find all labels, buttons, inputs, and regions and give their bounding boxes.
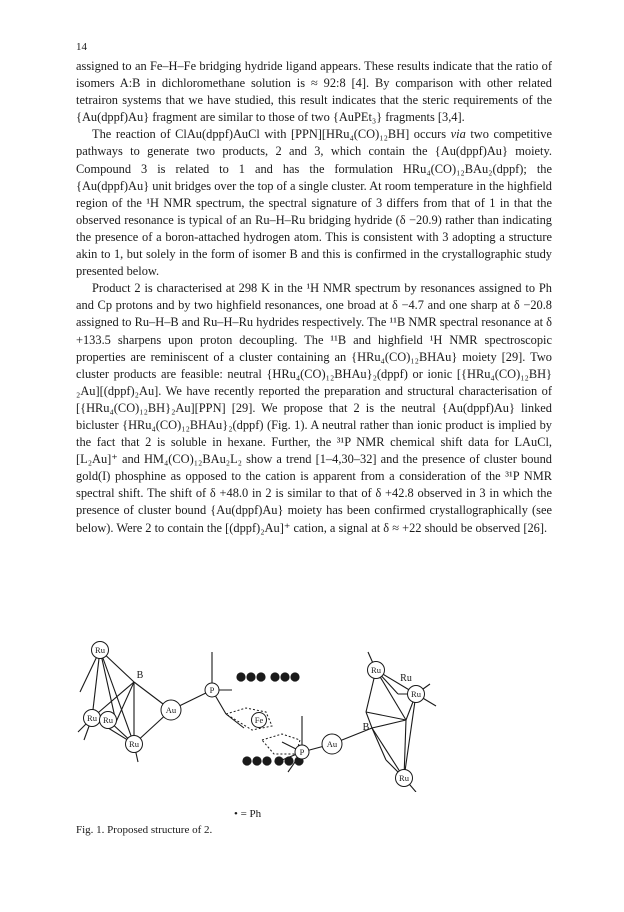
atom-ru-1: Ru — [95, 645, 105, 655]
atom-ru-5: Ru — [371, 665, 381, 675]
paragraph-2-rest: two competitive pathways to generate two products, 2 and 3, which contain the {Au(dppf)Au} moiety. Compound 3 is related to 1 and has the formulation HRu₄(CO)₁₂BAu₂(dppf); the {Au(dppf)Au} unit bridges over the top of a single cluster. At room temperature in the highfield region of the ¹H NMR spectrum, the spectral signature of 3 differs from that of 1 in that the observed resonance is typical of an Ru–H–Ru bridging hydride (δ −20.9) rather than indicating the presence of a boron-attached hydrogen atom. This is consistent with 3 adopting a structure akin to 1, but solely in the form of isomer B and this is confirmed in the crystallographic study presented below. — [76, 127, 552, 279]
paragraph-3: Product 2 is characterised at 298 K in the ¹H NMR spectrum by resonances assigned to Ph and Cp protons and by two highfield resonances, one broad at δ −4.7 and one sharp at δ −20.8 assigned to Ru–H–B and Ru–H–Ru hydrides respectively. The ¹¹B NMR spectral resonance at δ +133.5 sharpens upon proton decoupling. The ¹¹B and highfield ¹H NMR spectroscopic properties are reminiscent of a cluster containing an {HRu₄(CO)₁₂BHAu} moiety [29]. Two cluster products are feasible: neutral {HRu₄(CO)₁₂BHAu}₂(dppf) or ionic [{HRu₄(CO)₁₂BH}₂Au][(dppf)₂Au]. We have recently reported the preparation and structural characterisation of [{HRu₄(CO)₁₂BH}₂Au][PPN] [29]. We propose that 2 is the neutral {Au(dppf)Au} linked bicluster {HRu₄(CO)₁₂BHAu}₂(dppf) (Fig. 1). A neutral rather than ionic product is implied by the fact that 2 is soluble in hexane. Further, the ³¹P NMR chemical shift data for LAuCl, [L₂Au]⁺ and HM₄(CO)₁₂BAu₂L₂ show a trend [1–4,30–32] and the presence of cluster bound gold(I) phosphine as opposed to the cation is apparent from a consideration of the ³¹P NMR spectral shift. The shift of δ +48.0 in 2 is similar to that of δ +42.8 observed in 3 in which the presence of cluster bound {Au(dppf)Au} moiety has been confirmed crystallographically (see below). Were 2 to contain the [(dppf)₂Au]⁺ cation, a signal at δ ≈ +22 should be observed [26]. — [76, 281, 552, 535]
atom-ru-7: Ru — [399, 773, 409, 783]
atom-ru-plain: Ru — [400, 673, 412, 684]
atom-ru-4: Ru — [129, 739, 139, 749]
atom-b-left: B — [136, 670, 144, 681]
figure-caption: Fig. 1. Proposed structure of 2. — [76, 824, 213, 836]
paragraph-2 — [76, 126, 552, 280]
via-italic: via — [450, 127, 466, 142]
paragraph-1: assigned to an Fe–H–Fe bridging hydride ligand appears. These results indicate that the ratio of isomers A:B in dichloromethane solution is ≈ 92:8 [4]. By comparison with other related tetrairon systems that we have studied, this result indicates that the steric requirements of the {Au(dppf)Au} fragment are similar to those of two {AuPEt₃} fragments [3,4]. — [76, 59, 552, 125]
paragraph-2-start: The reaction of ClAu(dppf)AuCl with [PPN][HRu₄(CO)₁₂BH] occurs — [92, 127, 451, 142]
structure-diagram — [76, 632, 552, 792]
atom-au-right: Au — [326, 739, 338, 749]
page-number: 14 — [76, 41, 87, 53]
atom-p-left: P — [209, 685, 215, 695]
figure-1 — [76, 632, 552, 792]
atom-ru-3: Ru — [103, 715, 113, 725]
body-text — [76, 58, 552, 537]
atom-ru-6: Ru — [411, 689, 421, 699]
figure-legend: • = Ph — [234, 808, 262, 820]
atom-b-right: B — [362, 722, 370, 733]
atom-au-left: Au — [165, 705, 177, 715]
atom-fe: Fe — [254, 715, 264, 725]
atom-ru-2: Ru — [87, 713, 97, 723]
atom-p-right: P — [299, 747, 305, 757]
